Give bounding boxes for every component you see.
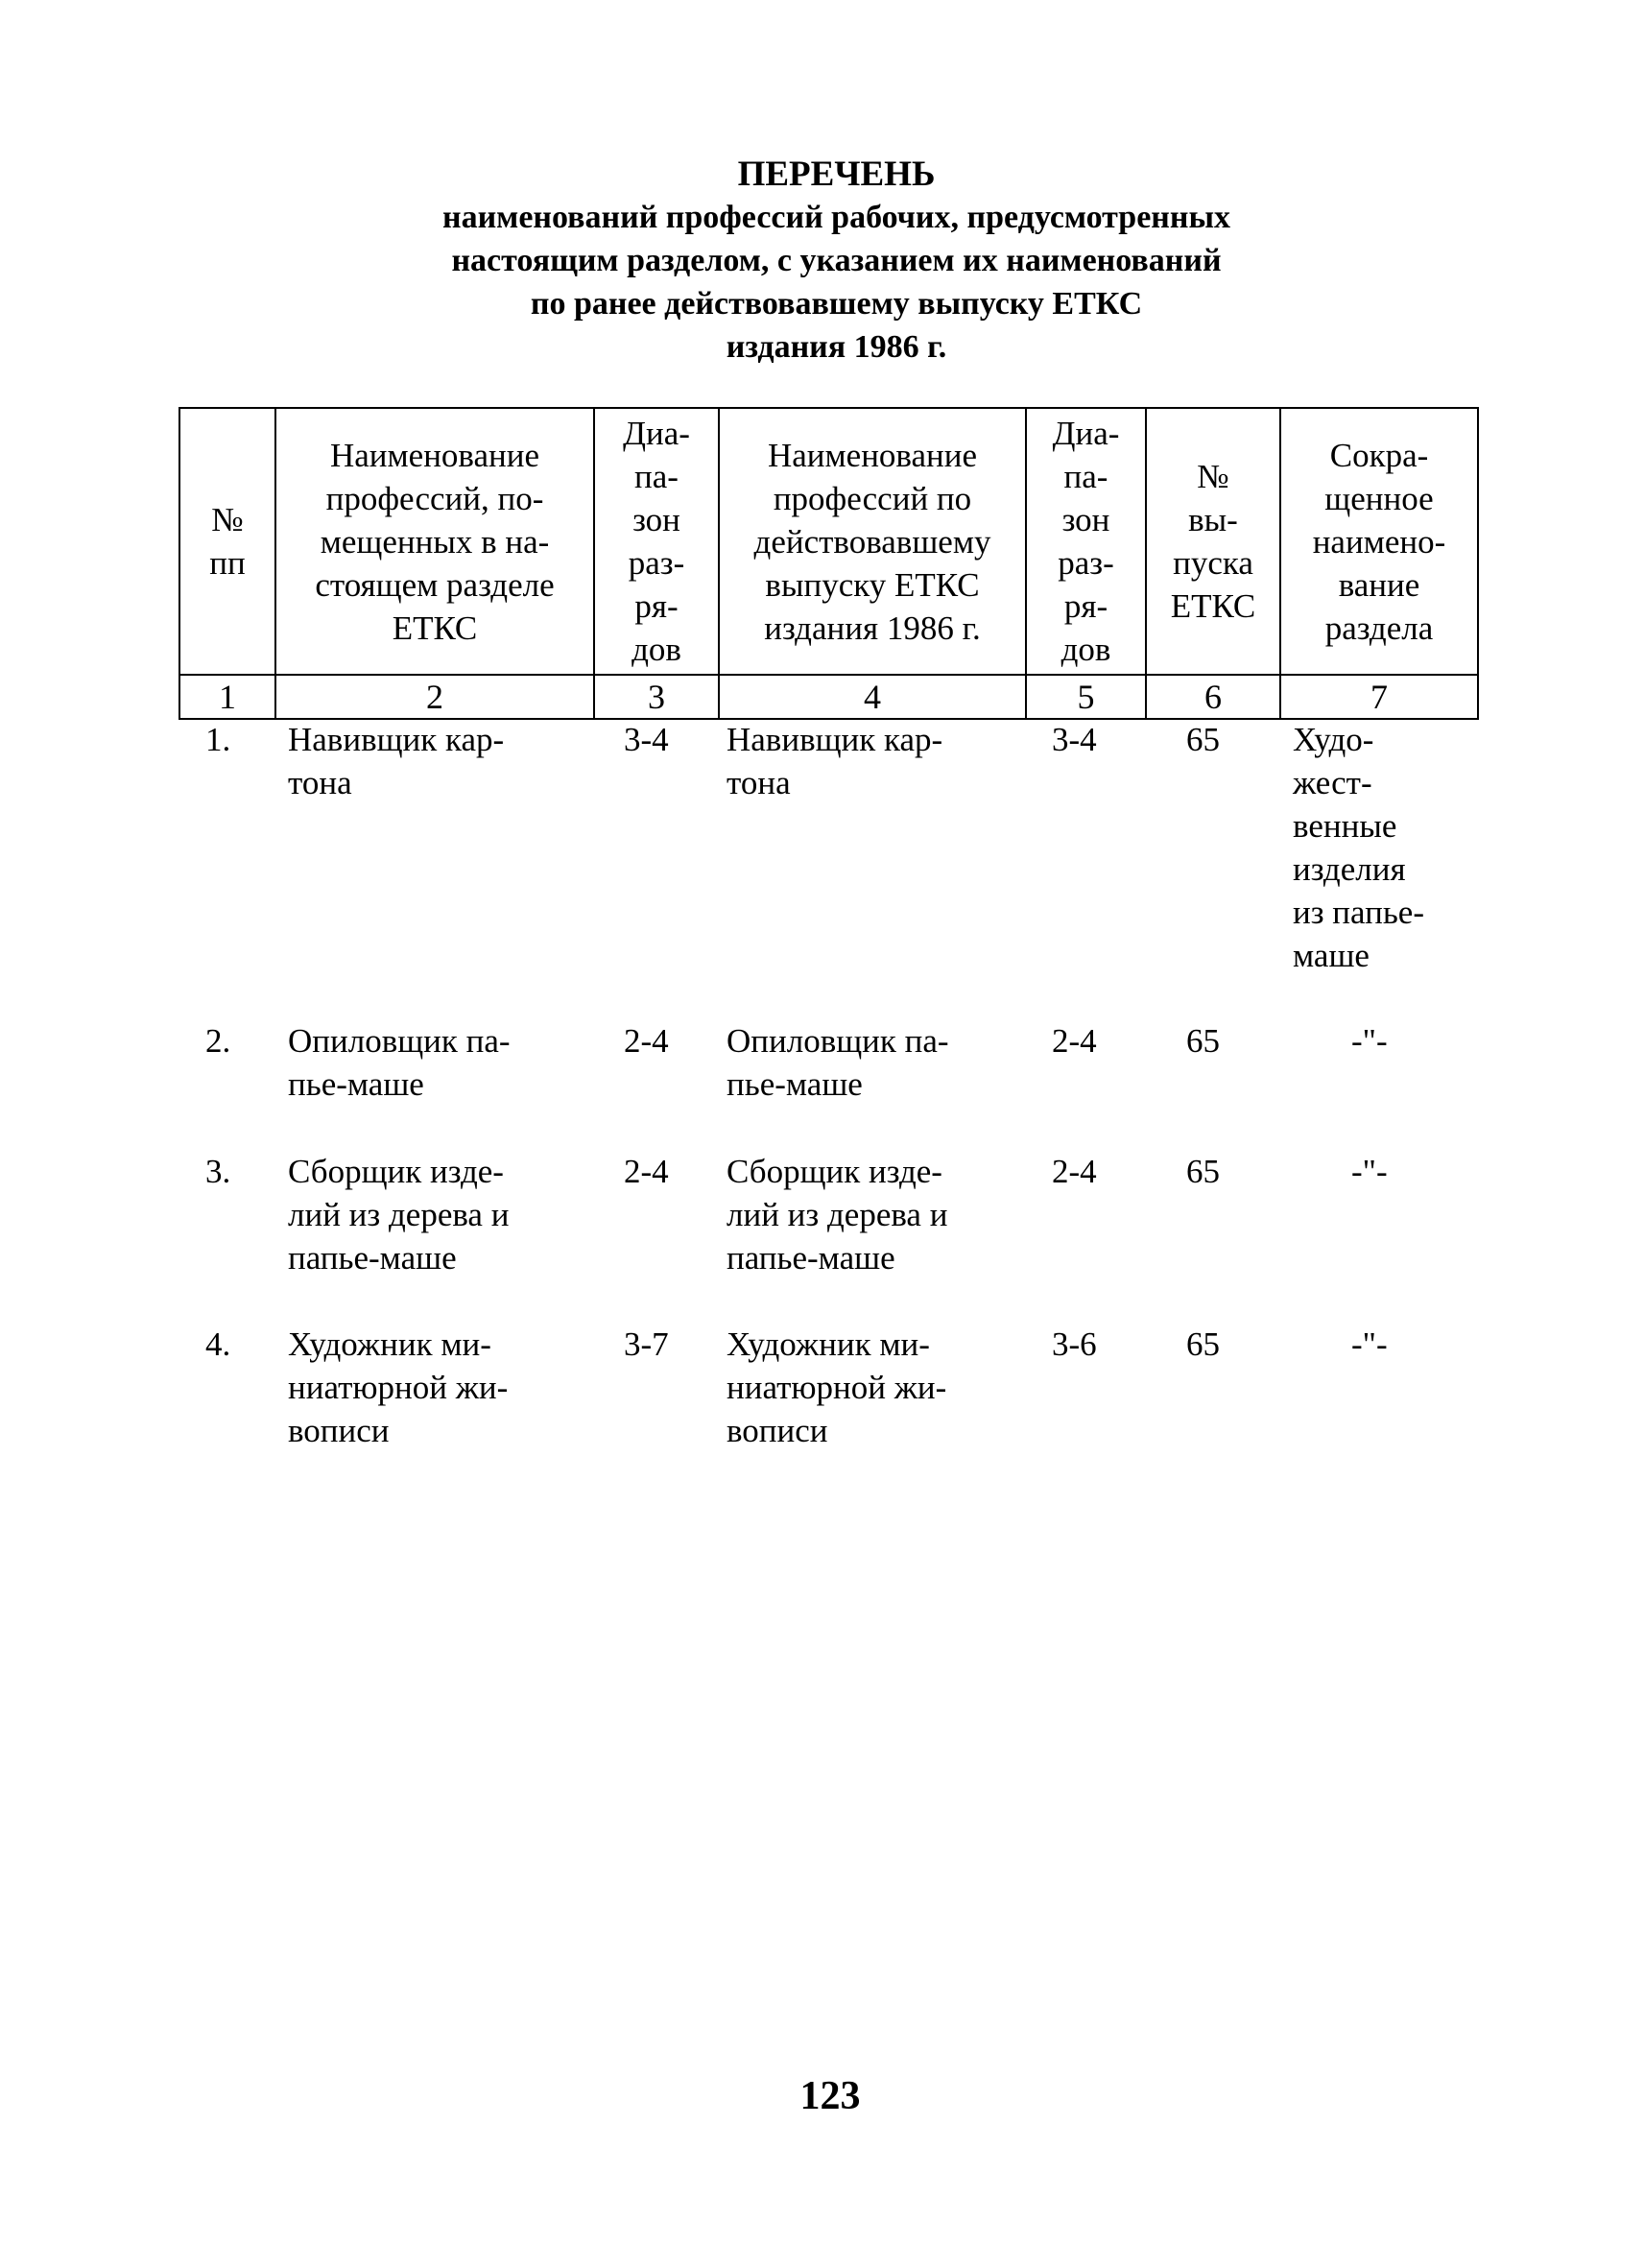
header-current-name: Наименование профессий, по- мещенных в на- стоящем разделе ЕТКС (275, 408, 594, 675)
grade-range: 2-4 (624, 1153, 669, 1190)
header-issue: № вы- пуска ЕТКС (1146, 408, 1280, 675)
issue-number: 65 (1186, 1022, 1220, 1060)
section-name: -"- (1351, 1022, 1388, 1060)
profession-name: Художник ми- ниатюрной жи- вописи (288, 1325, 509, 1449)
column-number: 3 (594, 675, 719, 719)
old-grade-range: 2-4 (1052, 1022, 1097, 1060)
column-number: 7 (1280, 675, 1478, 719)
page-number: 123 (799, 2074, 861, 2118)
header-range-current: Диа- па- зон раз- ря- дов (594, 408, 719, 675)
table-header (179, 407, 1479, 720)
grade-range: 2-4 (624, 1022, 669, 1060)
header-old-name: Наименование профессий по действовавшему выпуску ЕТКС издания 1986 г. (719, 408, 1026, 675)
section-name: Худо- жест- венные изделия из папье- маше (1293, 721, 1424, 974)
old-grade-range: 2-4 (1052, 1153, 1097, 1190)
column-number: 1 (179, 675, 275, 719)
section-name: -"- (1351, 1325, 1388, 1363)
column-number: 6 (1146, 675, 1280, 719)
header-num: № пп (179, 408, 275, 675)
old-profession-name: Опиловщик па- пье-маше (727, 1022, 949, 1103)
row-number: 2. (205, 1022, 231, 1060)
profession-name: Навивщик кар- тона (288, 721, 505, 801)
title-heading: ПЕРЕЧЕНЬ (737, 155, 936, 194)
title-line-3: по ранее действовавшему выпуску ЕТКС (530, 286, 1143, 322)
issue-number: 65 (1186, 1325, 1220, 1363)
document-title (0, 154, 1644, 369)
column-number-row (179, 675, 1478, 719)
profession-name: Сборщик изде- лий из дерева и папье-маше (288, 1153, 510, 1277)
title-line-1: наименований профессий рабочих, предусмотренных (441, 200, 1231, 235)
title-line-4: издания 1986 г. (726, 329, 947, 365)
profession-name: Опиловщик па- пье-маше (288, 1022, 511, 1103)
column-number: 4 (719, 675, 1026, 719)
row-number: 1. (205, 721, 231, 758)
row-number: 3. (205, 1153, 231, 1190)
issue-number: 65 (1186, 1153, 1220, 1190)
old-profession-name: Сборщик изде- лий из дерева и папье-маше (727, 1153, 948, 1277)
row-number: 4. (205, 1325, 231, 1363)
column-number: 5 (1026, 675, 1146, 719)
title-line-2: настоящим разделом, с указанием их наименований (451, 243, 1222, 278)
old-grade-range: 3-4 (1052, 721, 1097, 758)
old-profession-name: Навивщик кар- тона (727, 721, 943, 801)
section-name: -"- (1351, 1153, 1388, 1190)
old-profession-name: Художник ми- ниатюрной жи- вописи (727, 1325, 947, 1449)
grade-range: 3-7 (624, 1325, 669, 1363)
grade-range: 3-4 (624, 721, 669, 758)
header-section: Сокра- щенное наимено- вание раздела (1280, 408, 1478, 675)
column-number: 2 (275, 675, 594, 719)
issue-number: 65 (1186, 721, 1220, 758)
header-range-old: Диа- па- зон раз- ря- дов (1026, 408, 1146, 675)
old-grade-range: 3-6 (1052, 1325, 1097, 1363)
